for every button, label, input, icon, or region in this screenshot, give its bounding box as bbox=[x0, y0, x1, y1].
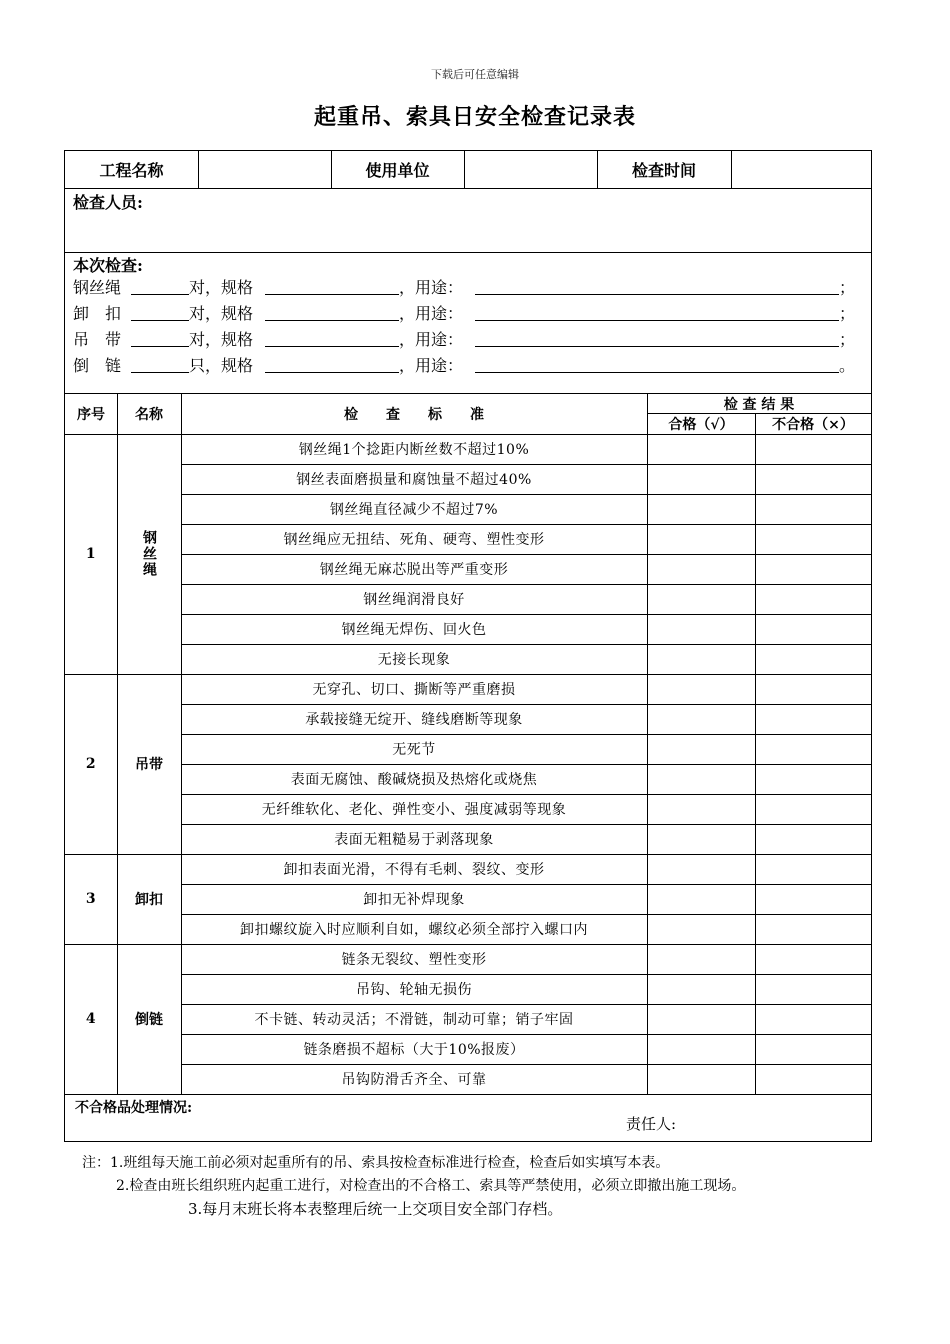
check-item-name: 吊 带 bbox=[73, 330, 122, 349]
pass-cell[interactable] bbox=[647, 794, 755, 824]
header-seq: 序号 bbox=[77, 406, 105, 423]
standard-text: 无接长现象 bbox=[377, 652, 451, 668]
project-name-label: 工程名称 bbox=[99, 161, 164, 180]
group-seq: 2 bbox=[85, 756, 97, 772]
standard-text: 无死节 bbox=[392, 742, 436, 758]
pass-cell[interactable] bbox=[647, 614, 755, 644]
standard-text: 钢丝绳无焊伤、回火色 bbox=[341, 622, 487, 638]
pass-cell[interactable] bbox=[647, 944, 755, 974]
project-name-field[interactable] bbox=[198, 151, 331, 188]
spec-blank[interactable] bbox=[265, 294, 399, 295]
check-item-use-label: ，用途： bbox=[399, 356, 464, 375]
standard-text: 卸扣表面光滑，不得有毛刺、裂纹、变形 bbox=[283, 862, 545, 878]
fail-cell[interactable] bbox=[755, 1064, 871, 1094]
group-seq: 3 bbox=[85, 891, 97, 907]
standard-text: 钢丝表面磨损量和腐蚀量不超过40% bbox=[296, 472, 532, 488]
note-1: 注：1.班组每天施工前必须对起重所有的吊、索具按检查标准进行检查，检查后如实填写本表。 bbox=[82, 1155, 670, 1171]
fail-cell[interactable] bbox=[755, 554, 871, 584]
fail-cell[interactable] bbox=[755, 584, 871, 614]
header-standard: 检 查 标 准 bbox=[344, 406, 484, 423]
standard-text: 钢丝绳润滑良好 bbox=[363, 592, 465, 608]
pass-cell[interactable] bbox=[647, 974, 755, 1004]
header-pass: 合格（√） bbox=[668, 417, 734, 433]
header-name: 名称 bbox=[135, 406, 163, 423]
fail-cell[interactable] bbox=[755, 1004, 871, 1034]
standard-text: 卸扣螺纹旋入时应顺利自如，螺纹必须全部拧入螺口内 bbox=[240, 922, 588, 938]
pass-cell[interactable] bbox=[647, 734, 755, 764]
pass-cell[interactable] bbox=[647, 524, 755, 554]
this-check-label: 本次检查: bbox=[73, 256, 143, 275]
check-time-field[interactable] bbox=[731, 151, 872, 188]
check-item-use-label: ，用途： bbox=[399, 304, 464, 323]
standard-text: 钢丝绳无麻芯脱出等严重变形 bbox=[319, 562, 509, 578]
fail-cell[interactable] bbox=[755, 704, 871, 734]
check-item-name: 卸 扣 bbox=[73, 304, 122, 323]
quantity-blank[interactable] bbox=[131, 346, 189, 347]
fail-cell[interactable] bbox=[755, 524, 871, 554]
spec-blank[interactable] bbox=[265, 346, 399, 347]
fail-cell[interactable] bbox=[755, 494, 871, 524]
standard-text: 吊钩、轮轴无损伤 bbox=[356, 982, 472, 998]
fail-cell[interactable] bbox=[755, 614, 871, 644]
pass-cell[interactable] bbox=[647, 1064, 755, 1094]
fail-cell[interactable] bbox=[755, 884, 871, 914]
pass-cell[interactable] bbox=[647, 824, 755, 854]
pass-cell[interactable] bbox=[647, 674, 755, 704]
group-name: 吊带 bbox=[135, 757, 163, 773]
pass-cell[interactable] bbox=[647, 884, 755, 914]
pass-cell[interactable] bbox=[647, 704, 755, 734]
header-note: 下载后可任意编辑 bbox=[431, 68, 519, 81]
standard-text: 钢丝绳直径减少不超过7% bbox=[329, 502, 499, 518]
standard-text: 吊钩防滑舌齐全、可靠 bbox=[341, 1072, 487, 1088]
header-fail: 不合格（×） bbox=[772, 417, 854, 433]
use-blank[interactable] bbox=[475, 372, 839, 373]
header-result: 检 查 结 果 bbox=[723, 396, 795, 413]
fail-cell[interactable] bbox=[755, 644, 871, 674]
check-item-use-label: ，用途： bbox=[399, 278, 464, 297]
pass-cell[interactable] bbox=[647, 584, 755, 614]
responsible-field[interactable] bbox=[705, 1111, 865, 1135]
check-item-end: ； bbox=[839, 278, 856, 297]
inspector-label: 检查人员: bbox=[73, 193, 143, 212]
pass-cell[interactable] bbox=[647, 464, 755, 494]
pass-cell[interactable] bbox=[647, 764, 755, 794]
group-name: 卸扣 bbox=[135, 892, 163, 908]
check-item-end: ； bbox=[839, 304, 856, 323]
pass-cell[interactable] bbox=[647, 554, 755, 584]
standard-text: 无纤维软化、老化、弹性变小、强度减弱等现象 bbox=[261, 802, 567, 818]
group-seq: 4 bbox=[85, 1011, 97, 1027]
using-unit-field[interactable] bbox=[464, 151, 597, 188]
group-name: 钢丝绳 bbox=[141, 530, 157, 578]
standard-text: 承载接缝无绽开、缝线磨断等现象 bbox=[305, 712, 523, 728]
fail-cell[interactable] bbox=[755, 914, 871, 944]
unqualified-label: 不合格品处理情况: bbox=[75, 1100, 193, 1116]
fail-cell[interactable] bbox=[755, 824, 871, 854]
group-seq: 1 bbox=[85, 546, 97, 562]
fail-cell[interactable] bbox=[755, 764, 871, 794]
standard-text: 卸扣无补焊现象 bbox=[363, 892, 465, 908]
check-item-unit: 对，规格 bbox=[189, 330, 254, 349]
inspection-form-table bbox=[64, 150, 872, 1142]
use-blank[interactable] bbox=[475, 294, 839, 295]
check-item-use-label: ，用途： bbox=[399, 330, 464, 349]
check-item-name: 钢丝绳 bbox=[73, 278, 122, 297]
fail-cell[interactable] bbox=[755, 674, 871, 704]
spec-blank[interactable] bbox=[265, 372, 399, 373]
fail-cell[interactable] bbox=[755, 854, 871, 884]
check-item-end: ； bbox=[839, 330, 856, 349]
fail-cell[interactable] bbox=[755, 734, 871, 764]
note-3: 3.每月末班长将本表整理后统一上交项目安全部门存档。 bbox=[188, 1200, 563, 1218]
note-2: 2.检查由班长组织班内起重工进行，对检查出的不合格工、索具等严禁使用，必须立即撤出施工现场。 bbox=[116, 1178, 746, 1194]
standard-text: 钢丝绳1个捻距内断丝数不超过10% bbox=[298, 442, 530, 458]
fail-cell[interactable] bbox=[755, 974, 871, 1004]
fail-cell[interactable] bbox=[755, 1034, 871, 1064]
fail-cell[interactable] bbox=[755, 794, 871, 824]
quantity-blank[interactable] bbox=[131, 372, 189, 373]
check-time-label: 检查时间 bbox=[631, 161, 696, 180]
spec-blank[interactable] bbox=[265, 320, 399, 321]
standard-text: 链条磨损不超标（大于10%报废） bbox=[303, 1042, 525, 1058]
check-item-unit: 对，规格 bbox=[189, 304, 254, 323]
pass-cell[interactable] bbox=[647, 434, 755, 464]
standard-text: 表面无腐蚀、酸碱烧损及热熔化或烧焦 bbox=[290, 772, 538, 788]
standard-text: 表面无粗糙易于剥落现象 bbox=[334, 832, 494, 848]
standard-text: 无穿孔、切口、撕断等严重磨损 bbox=[312, 682, 516, 698]
responsible-label: 责任人: bbox=[626, 1115, 677, 1133]
group-name: 倒链 bbox=[135, 1012, 163, 1028]
pass-cell[interactable] bbox=[647, 494, 755, 524]
check-item-name: 倒 链 bbox=[73, 356, 122, 375]
check-item-unit: 对，规格 bbox=[189, 278, 254, 297]
fail-cell[interactable] bbox=[755, 464, 871, 494]
pass-cell[interactable] bbox=[647, 1034, 755, 1064]
pass-cell[interactable] bbox=[647, 644, 755, 674]
pass-cell[interactable] bbox=[647, 914, 755, 944]
fail-cell[interactable] bbox=[755, 944, 871, 974]
check-item-unit: 只，规格 bbox=[189, 356, 254, 375]
fail-cell[interactable] bbox=[755, 434, 871, 464]
standard-text: 链条无裂纹、塑性变形 bbox=[341, 952, 487, 968]
quantity-blank[interactable] bbox=[131, 294, 189, 295]
quantity-blank[interactable] bbox=[131, 320, 189, 321]
check-item-end: 。 bbox=[839, 356, 856, 375]
pass-cell[interactable] bbox=[647, 854, 755, 884]
use-blank[interactable] bbox=[475, 346, 839, 347]
pass-cell[interactable] bbox=[647, 1004, 755, 1034]
use-blank[interactable] bbox=[475, 320, 839, 321]
form-title: 起重吊、索具日安全检查记录表 bbox=[313, 104, 636, 130]
standard-text: 不卡链、转动灵活；不滑链，制动可靠；销子牢固 bbox=[254, 1012, 574, 1028]
standard-text: 钢丝绳应无扭结、死角、硬弯、塑性变形 bbox=[283, 532, 545, 548]
inspector-field[interactable] bbox=[65, 211, 871, 251]
using-unit-label: 使用单位 bbox=[365, 161, 430, 180]
